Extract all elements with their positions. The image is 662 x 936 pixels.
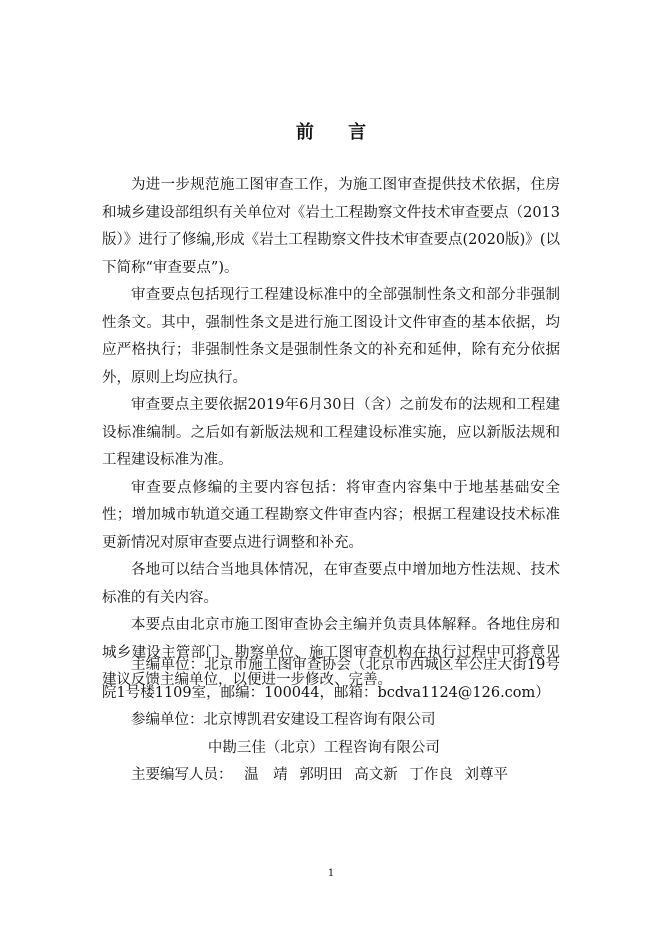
participating-unit-1: [102, 707, 560, 735]
participating-unit-name-2: 中勘三佳（北京）工程咨询有限公司: [207, 739, 440, 756]
author-name-2: 郭明田: [299, 767, 343, 783]
paragraph-2: 审查要点包括现行工程建设标准中的全部强制性条文和部分非强制性条文。其中，强制性条文是进行施工图设计文件审查的基本依据，均应严格执行；非强制性条文是强制性条文的补充和延伸，除有充分依据外，原则上均应执行。: [102, 287, 560, 386]
credits-section: [102, 652, 560, 790]
participating-label: 参编单位：: [131, 712, 204, 728]
paragraph-6: 本要点由北京市施工图审查协会主编并负责具体解释。各地住房和城乡建设主管部门、勘察单位、施工图审查机构在执行过程中可将意见建议反馈主编单位，以便进一步修改、完善。: [102, 617, 560, 688]
authors-label: 主要编写人员：: [131, 767, 233, 783]
paragraph-4: 审查要点修编的主要内容包括：将审查内容集中于地基基础安全性；增加城市轨道交通工程勘察文件审查内容；根据工程建设技术标准更新情况对原审查要点进行调整和补充。: [102, 479, 560, 551]
chief-editor-unit: 主编单位：北京市施工图审查协会（北京市西城区车公庄大街19号院1号楼1109室，邮编：100044，邮箱：bcdva1124@126.com）: [102, 657, 560, 701]
preface-body: [102, 172, 560, 695]
authors-line: [102, 762, 560, 790]
participating-unit-2: [102, 735, 560, 763]
author-name-1: 温 靖: [244, 767, 288, 783]
paragraph-5: 各地可以结合当地具体情况，在审查要点中增加地方性法规、技术标准的有关内容。: [102, 562, 560, 606]
page-title: 前 言: [295, 122, 381, 143]
participating-unit-name-1: 北京博凯君安建设工程咨询有限公司: [203, 712, 436, 728]
author-name-5: 刘尊平: [464, 767, 508, 783]
page-number: 1: [327, 868, 335, 879]
author-name-3: 高文新: [354, 767, 398, 783]
paragraph-3: 审查要点主要依据2019年6月30日（含）之前发布的法规和工程建设标准编制。之后如有新版法规和工程建设标准实施，应以新版法规和工程建设标准为准。: [102, 397, 560, 468]
author-name-4: 丁作良: [409, 767, 453, 783]
paragraph-1: 为进一步规范施工图审查工作，为施工图审查提供技术依据，住房和城乡建设部组织有关单位对《岩土工程勘察文件技术审查要点（2013版）》进行了修编,形成《岩土工程勘察文件技术审查要点(2020版)》(以下简称“审查要点”)。: [102, 177, 560, 276]
